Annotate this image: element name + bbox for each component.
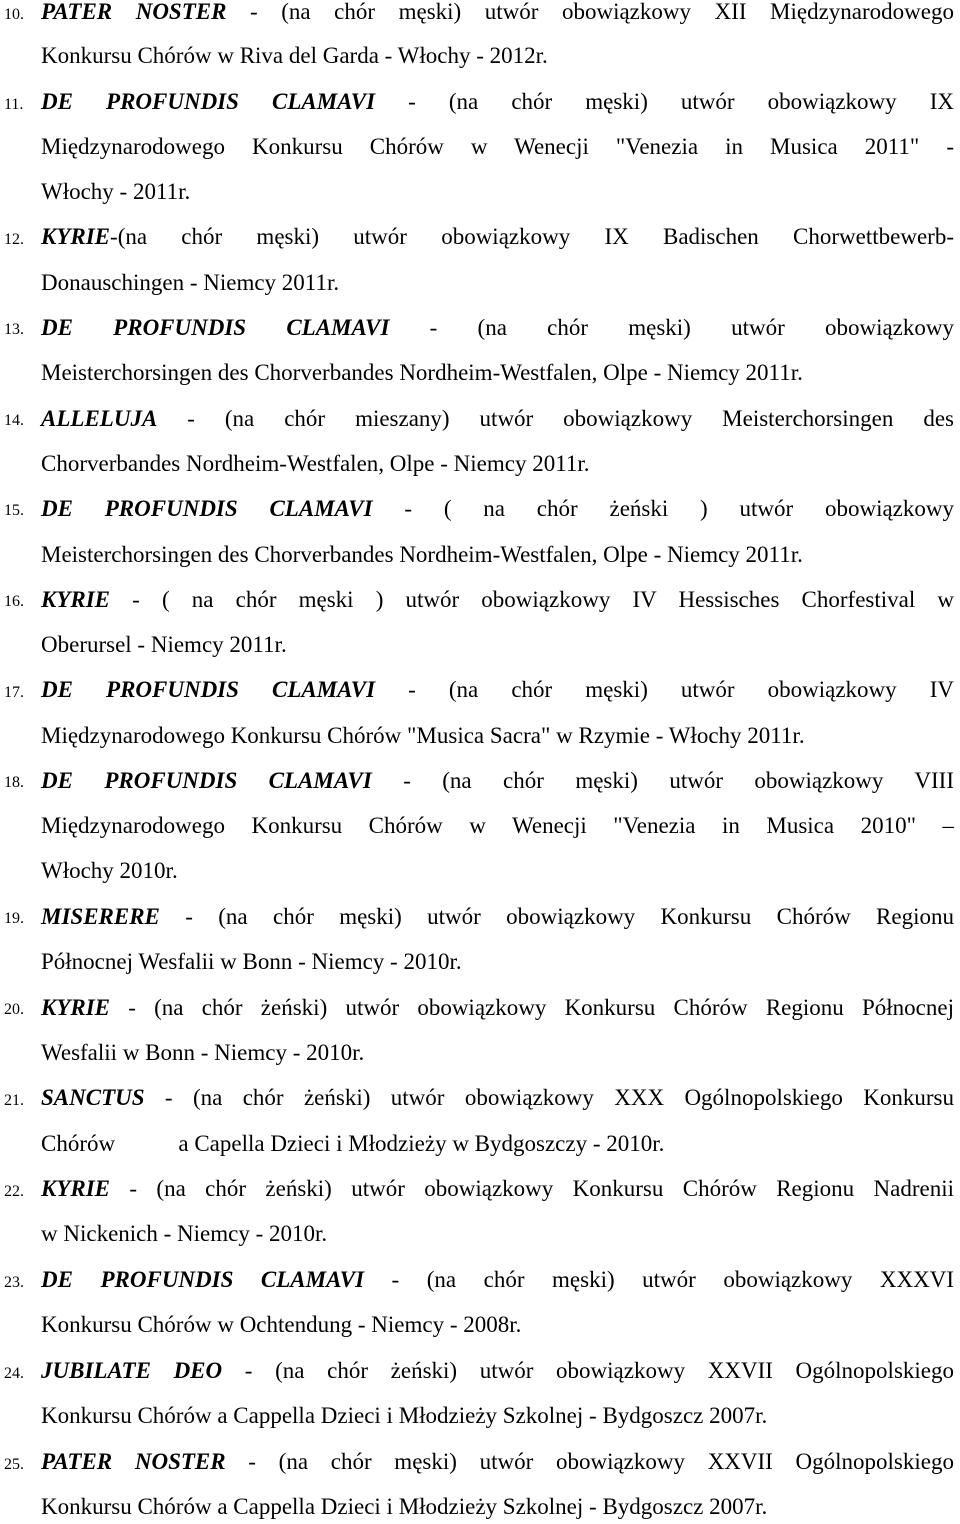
item-line: Meisterchorsingen des Chorverbandes Nordheim-Westfalen, Olpe - Niemcy 2011r.	[41, 542, 803, 567]
item-title: KYRIE	[41, 224, 111, 249]
item-line: Konkursu Chórów w Riva del Garda - Włochy - 2012r.	[41, 43, 548, 68]
item-title: DE PROFUNDIS CLAMAVI	[41, 89, 376, 114]
item-number: 20.	[4, 1001, 24, 1018]
item-line: Chórów a Capella Dzieci i Młodzieży w Bydgoszczy - 2010r.	[41, 1131, 665, 1156]
item-line	[41, 222, 954, 252]
item-text: - (na chór męski) utwór obowiązkowy	[389, 315, 954, 340]
item-line	[41, 0, 954, 27]
item-number: 25.	[4, 1456, 24, 1473]
item-text: - (na chór męski) utwór obowiązkowy XXXVI	[364, 1267, 954, 1292]
item-text: - (na chór męski) utwór obowiązkowy VIII	[371, 768, 954, 793]
item-line: Oberursel - Niemcy 2011r.	[41, 632, 287, 657]
item-line: Włochy - 2011r.	[41, 179, 191, 204]
item-number: 13.	[4, 321, 24, 338]
item-text: - (na chór męski) utwór obowiązkowy XII Międzynarodowego	[226, 0, 954, 24]
item-text: - (na chór żeński) utwór obowiązkowy XXX Ogólnopolskiego Konkursu	[144, 1085, 954, 1110]
item-number: 15.	[4, 502, 24, 519]
item-line: w Nickenich - Niemcy - 2010r.	[41, 1221, 328, 1246]
item-number: 21.	[4, 1092, 24, 1109]
item-title: DE PROFUNDIS CLAMAVI	[41, 315, 390, 340]
item-title: SANCTUS	[41, 1085, 145, 1110]
item-line	[41, 87, 954, 117]
item-number: 18.	[4, 774, 24, 791]
item-line: Włochy 2010r.	[41, 858, 178, 883]
item-line	[41, 1174, 954, 1204]
item-title: KYRIE	[41, 1176, 111, 1201]
item-line	[41, 1447, 954, 1477]
item-line: Wesfalii w Bonn - Niemcy - 2010r.	[41, 1040, 365, 1065]
item-number: 16.	[4, 593, 24, 610]
item-line: Konkursu Chórów a Cappella Dzieci i Młodzieży Szkolnej - Bydgoszcz 2007r.	[41, 1494, 768, 1519]
item-line	[41, 675, 954, 705]
item-number: 19.	[4, 910, 24, 927]
item-text: -(na chór męski) utwór obowiązkowy IX Badischen Chorwettbewerb-	[110, 224, 954, 249]
item-line	[41, 585, 954, 615]
item-text: - (na chór mieszany) utwór obowiązkowy Meisterchorsingen des	[157, 406, 954, 431]
item-line	[41, 1356, 954, 1386]
item-title: DE PROFUNDIS CLAMAVI	[41, 496, 373, 521]
item-number: 23.	[4, 1274, 24, 1291]
item-text: - (na chór męski) utwór obowiązkowy IV	[375, 677, 954, 702]
item-title: DE PROFUNDIS CLAMAVI	[41, 1267, 365, 1292]
item-line	[41, 1083, 954, 1113]
item-line	[41, 404, 954, 434]
item-line: Międzynarodowego Konkursu Chórów w Wenecji "Venezia in Musica 2010" –	[41, 813, 954, 838]
item-line: Meisterchorsingen des Chorverbandes Nordheim-Westfalen, Olpe - Niemcy 2011r.	[41, 360, 803, 385]
item-title: DE PROFUNDIS CLAMAVI	[41, 677, 376, 702]
item-line: Konkursu Chórów a Cappella Dzieci i Młodzieży Szkolnej - Bydgoszcz 2007r.	[41, 1403, 768, 1428]
item-line	[41, 766, 954, 796]
item-line: Międzynarodowego Konkursu Chórów "Musica Sacra" w Rzymie - Włochy 2011r.	[41, 723, 805, 748]
item-line: Konkursu Chórów w Ochtendung - Niemcy - 2008r.	[41, 1312, 522, 1337]
item-text: - (na chór męski) utwór obowiązkowy XXVII Ogólnopolskiego	[225, 1449, 954, 1474]
item-number: 22.	[4, 1183, 24, 1200]
item-title: KYRIE	[41, 995, 111, 1020]
item-line	[41, 1265, 954, 1295]
item-number: 24.	[4, 1365, 24, 1382]
item-text: - (na chór żeński) utwór obowiązkowy Konkursu Chórów Regionu Nadrenii	[110, 1176, 954, 1201]
item-number: 12.	[4, 231, 24, 248]
item-line: Donauschingen - Niemcy 2011r.	[41, 270, 340, 295]
item-line: Chorverbandes Nordheim-Westfalen, Olpe - Niemcy 2011r.	[41, 451, 590, 476]
item-title: PATER NOSTER	[41, 0, 227, 24]
item-number: 10.	[4, 6, 24, 23]
item-title: KYRIE	[41, 587, 111, 612]
item-line: Północnej Wesfalii w Bonn - Niemcy - 2010r.	[41, 949, 462, 974]
item-line: Międzynarodowego Konkursu Chórów w Wenecji "Venezia in Musica 2011" -	[41, 134, 954, 159]
item-line	[41, 993, 954, 1023]
item-title: DE PROFUNDIS CLAMAVI	[41, 768, 372, 793]
item-line	[41, 313, 954, 343]
item-text: - (na chór męski) utwór obowiązkowy Konkursu Chórów Regionu	[159, 904, 954, 929]
item-text: - (na chór żeński) utwór obowiązkowy Konkursu Chórów Regionu Północnej	[110, 995, 954, 1020]
item-number: 11.	[4, 96, 24, 113]
item-number: 14.	[4, 412, 24, 429]
item-number: 17.	[4, 684, 24, 701]
item-title: JUBILATE DEO	[41, 1358, 223, 1383]
item-text: - (na chór męski) utwór obowiązkowy IX	[375, 89, 954, 114]
item-line	[41, 902, 954, 932]
item-text: - ( na chór żeński ) utwór obowiązkowy	[372, 496, 954, 521]
item-title: ALLELUJA	[41, 406, 158, 431]
item-line	[41, 494, 954, 524]
item-title: MISERERE	[41, 904, 160, 929]
item-title: PATER NOSTER	[41, 1449, 226, 1474]
item-text: - ( na chór męski ) utwór obowiązkowy IV Hessisches Chorfestival w	[110, 587, 954, 612]
item-text: - (na chór żeński) utwór obowiązkowy XXVII Ogólnopolskiego	[222, 1358, 954, 1383]
